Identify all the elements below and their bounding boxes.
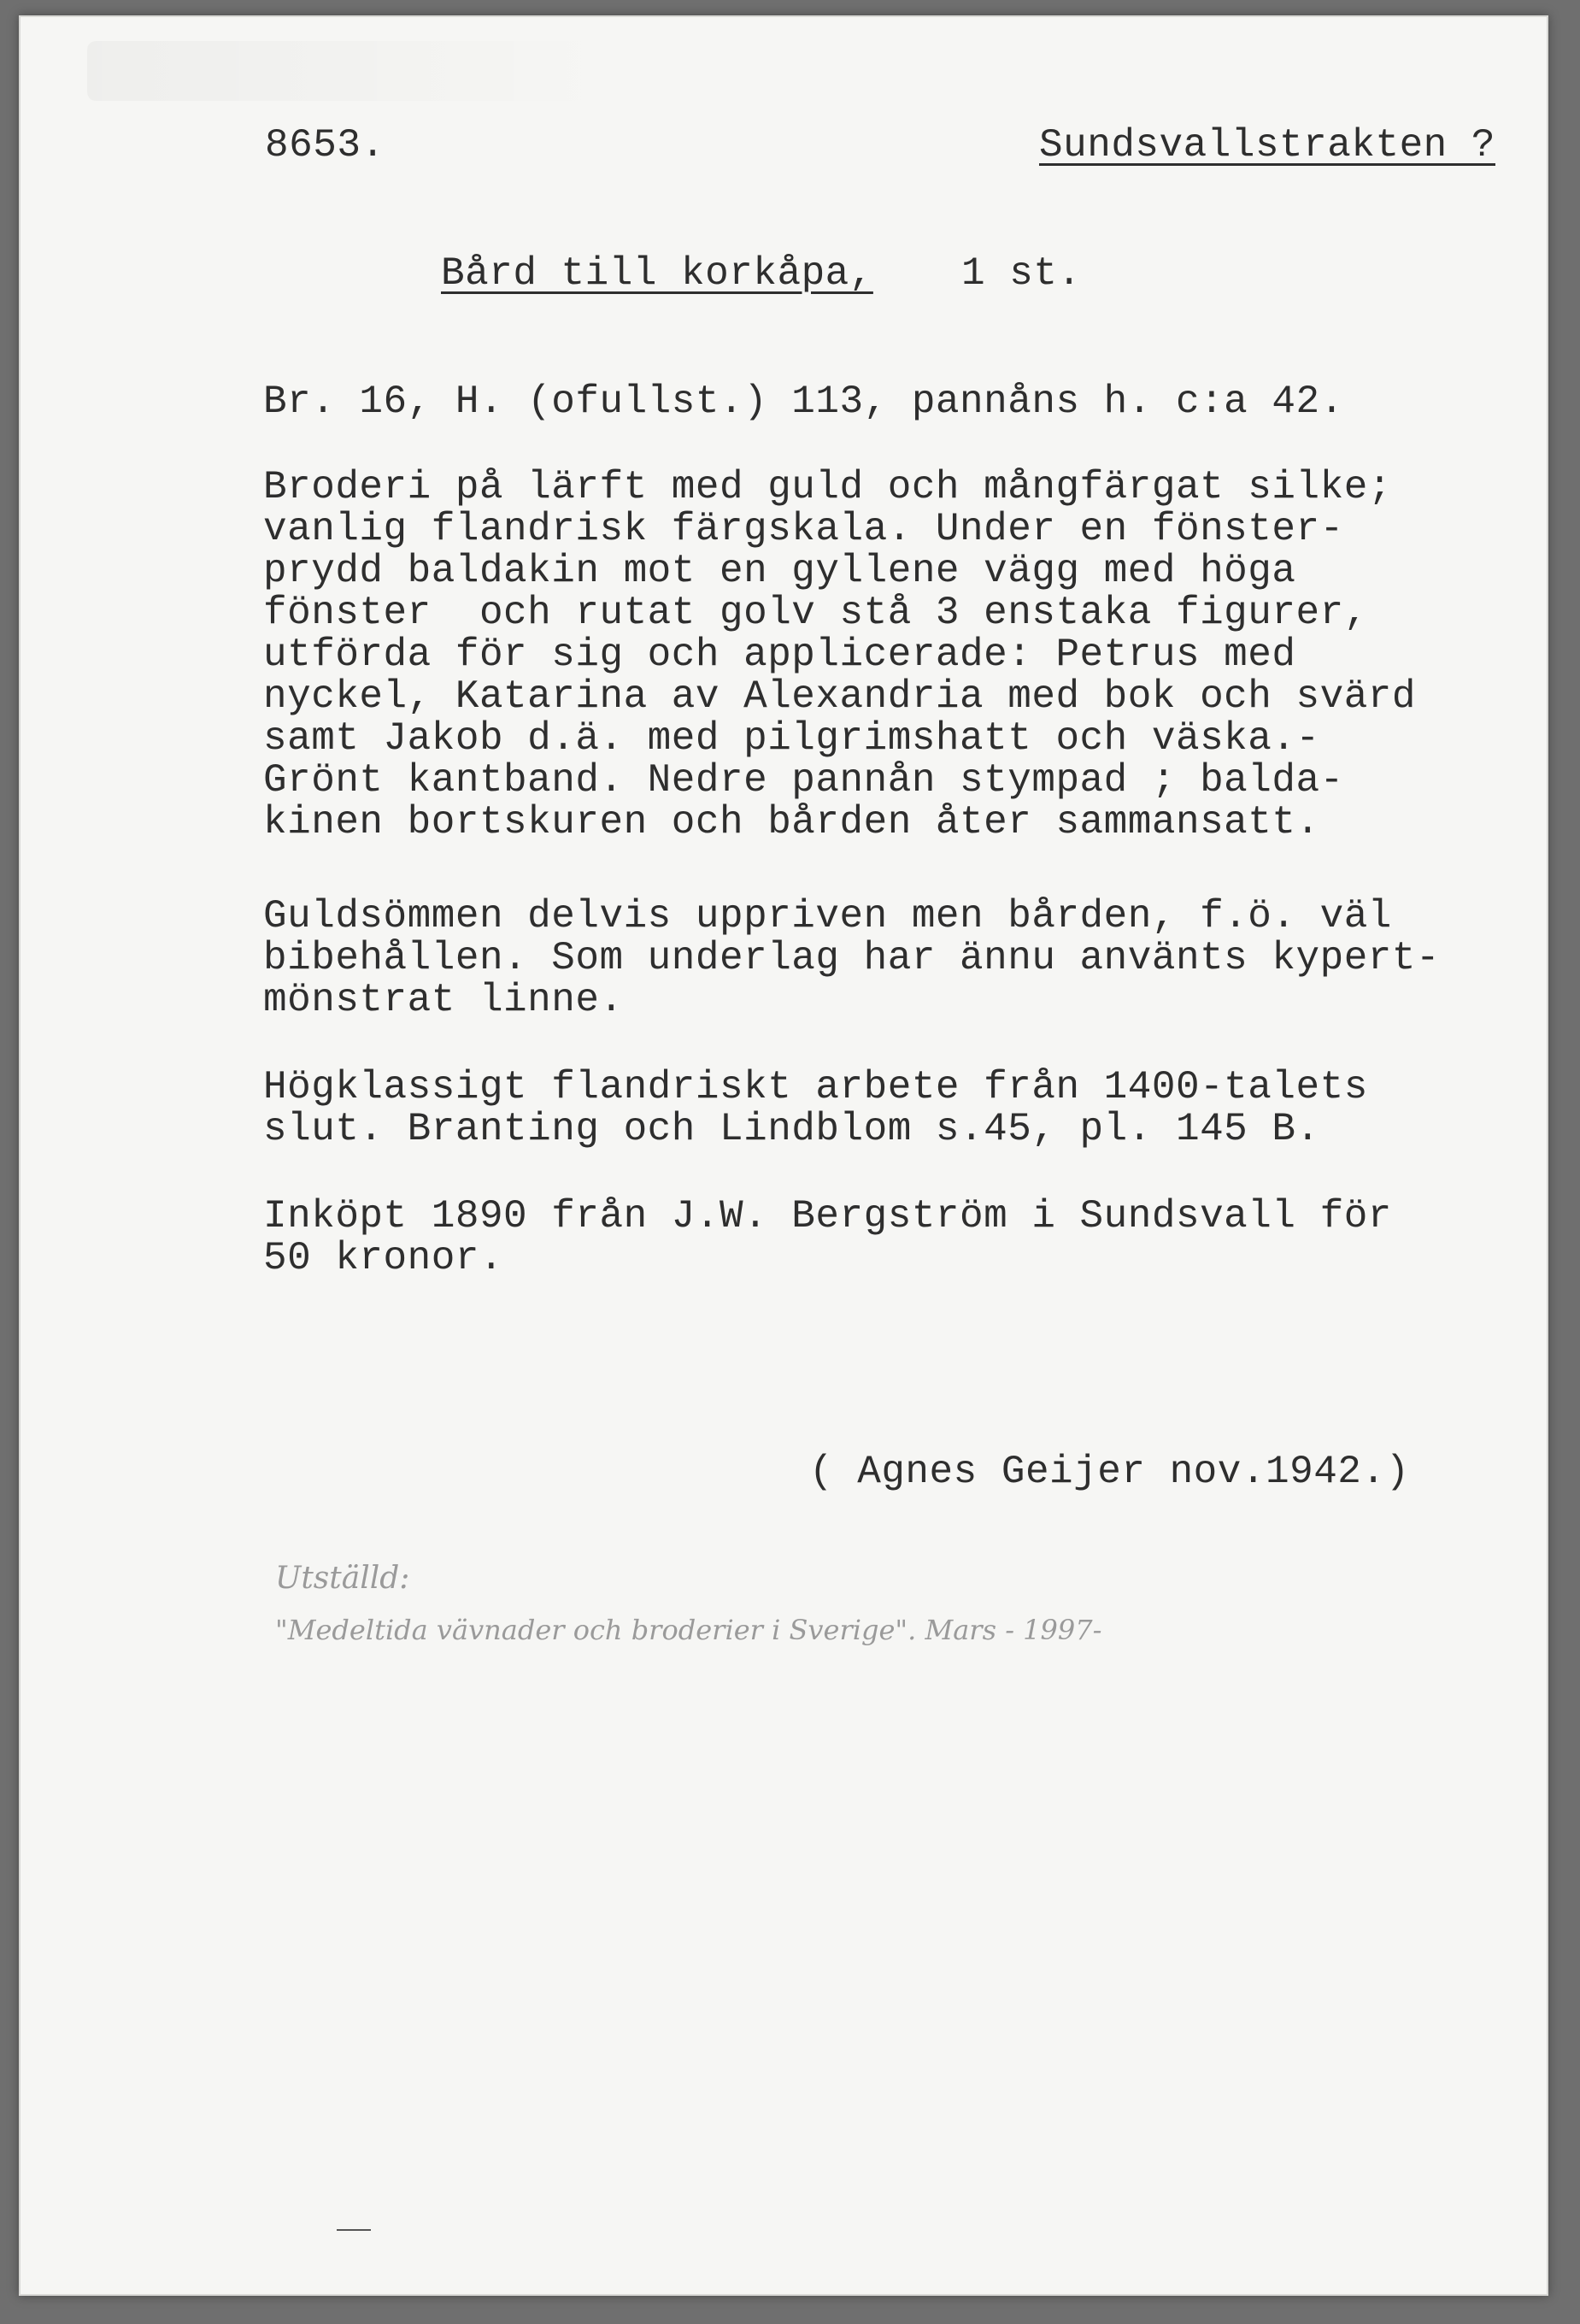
dating-line: slut. Branting och Lindblom s.45, pl. 145 B. <box>263 1107 1320 1151</box>
handwritten-note: "Medeltida vävnader och broderier i Sverige". Mars - 1997- <box>275 1614 1102 1646</box>
condition-line: Guldsömmen delvis uppriven men bården, f.ö. väl <box>263 894 1392 938</box>
dimensions: Br. 16, H. (ofullst.) 113, pannåns h. c:a 42. <box>263 379 1344 424</box>
description-line: vanlig flandrisk färgskala. Under en fönster- <box>263 507 1344 551</box>
condition-line: mönstrat linne. <box>263 978 624 1022</box>
description-line: utförda för sig och applicerade: Petrus med <box>263 632 1296 677</box>
handwritten-label: Utställd: <box>275 1561 410 1596</box>
quantity: 1 st. <box>961 251 1082 296</box>
description-line: fönster och rutat golv stå 3 enstaka figurer, <box>263 591 1368 635</box>
description-line: Grönt kantband. Nedre pannån stympad ; balda- <box>263 758 1344 803</box>
dating-line: Högklassigt flandriskt arbete från 1400-talets <box>263 1065 1368 1109</box>
acquisition-line: Inköpt 1890 från J.W. Bergström i Sundsvall för <box>263 1194 1392 1238</box>
description-line: nyckel, Katarina av Alexandria med bok och svärd <box>263 674 1417 719</box>
description-line: Broderi på lärft med guld och mångfärgat silke; <box>263 465 1392 509</box>
card-title: Bård till korkåpa, <box>441 251 873 296</box>
acquisition-line: 50 kronor. <box>263 1236 504 1280</box>
provenance: Sundsvallstrakten ? <box>1039 123 1495 168</box>
catalog-card <box>19 15 1548 2296</box>
description-line: kinen bortskuren och bården åter sammansatt. <box>263 800 1320 844</box>
stray-dash-mark <box>337 2229 371 2231</box>
description-line: samt Jakob d.ä. med pilgrimshatt och väska.- <box>263 716 1320 761</box>
signature: ( Agnes Geijer nov.1942.) <box>809 1450 1410 1494</box>
condition-line: bibehållen. Som underlag har ännu använts kypert- <box>263 936 1441 980</box>
card-number: 8653. <box>265 123 385 168</box>
description-line: prydd baldakin mot en gyllene vägg med höga <box>263 549 1296 593</box>
